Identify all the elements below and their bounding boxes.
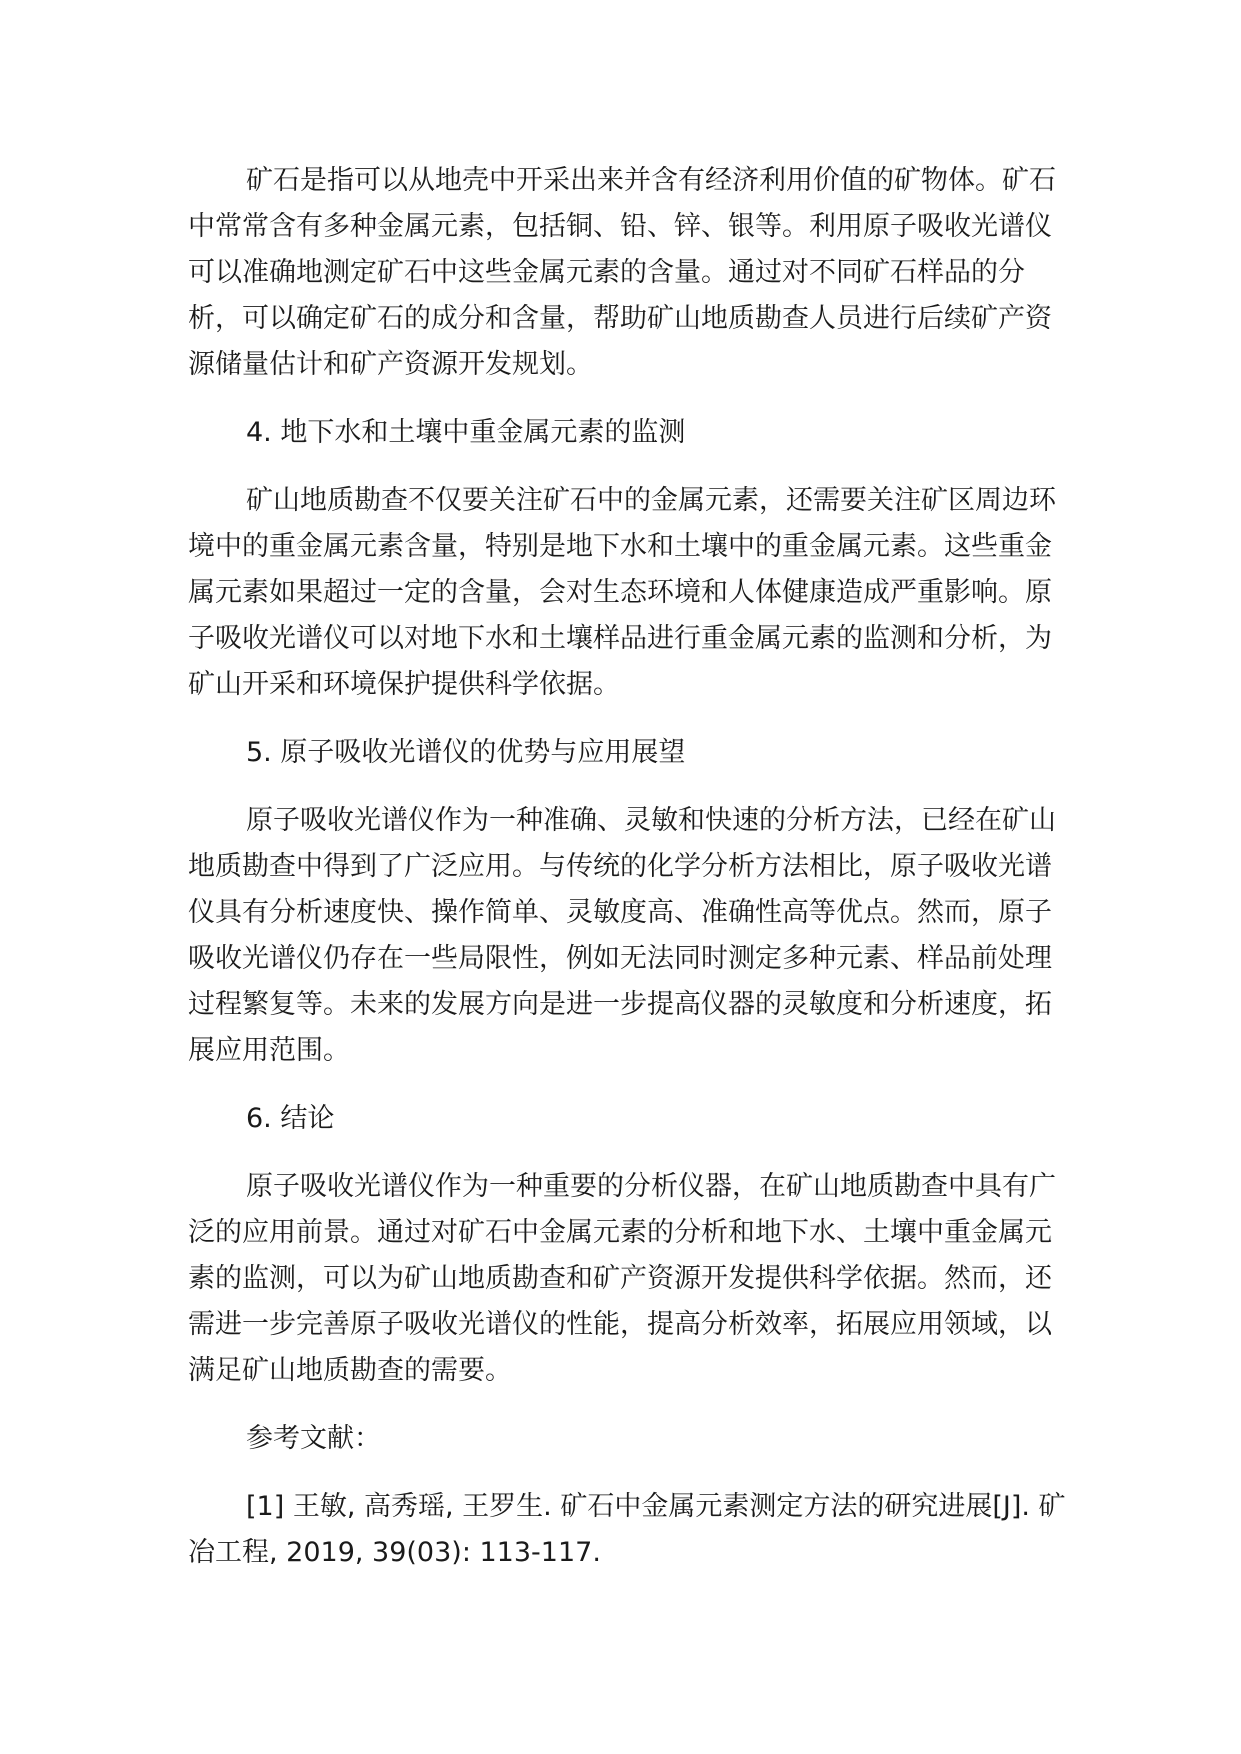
section-heading-5: 5. 原子吸收光谱仪的优势与应用展望 <box>246 737 686 768</box>
paragraph-ore-metal-analysis: 矿石是指可以从地壳中开采出来并含有经济利用价值的矿物体。矿石中常常含有多种金属元素，包括铜、铅、锌、银等。利用原子吸收光谱仪可以准确地测定矿石中这些金属元素的含量。通过对不同矿石样品的分析，可以确定矿石的成分和含量，帮助矿山地质勘查人员进行后续矿产资源储量估计和矿产资源开发规划。 <box>188 165 1056 380</box>
section-heading-4: 4. 地下水和土壤中重金属元素的监测 <box>246 417 686 448</box>
document-page <box>188 158 1078 1576</box>
references-heading: 参考文献： <box>246 1423 381 1454</box>
reference-item-1: [1] 王敏, 高秀瑶, 王罗生. 矿石中金属元素测定方法的研究进展[J]. 矿冶工程, 2019, 39(03): 113-117. <box>188 1491 1066 1568</box>
paragraph-advantages-outlook: 原子吸收光谱仪作为一种准确、灵敏和快速的分析方法，已经在矿山地质勘查中得到了广泛应用。与传统的化学分析方法相比，原子吸收光谱仪具有分析速度快、操作简单、灵敏度高、准确性高等优点。然而，原子吸收光谱仪仍存在一些局限性，例如无法同时测定多种元素、样品前处理过程繁复等。未来的发展方向是进一步提高仪器的灵敏度和分析速度，拓展应用范围。 <box>188 805 1056 1066</box>
paragraph-heavy-metal-monitoring: 矿山地质勘查不仅要关注矿石中的金属元素，还需要关注矿区周边环境中的重金属元素含量，特别是地下水和土壤中的重金属元素。这些重金属元素如果超过一定的含量，会对生态环境和人体健康造成严重影响。原子吸收光谱仪可以对地下水和土壤样品进行重金属元素的监测和分析，为矿山开采和环境保护提供科学依据。 <box>188 485 1056 700</box>
paragraph-conclusion: 原子吸收光谱仪作为一种重要的分析仪器，在矿山地质勘查中具有广泛的应用前景。通过对矿石中金属元素的分析和地下水、土壤中重金属元素的监测，可以为矿山地质勘查和矿产资源开发提供科学依据。然而，还需进一步完善原子吸收光谱仪的性能，提高分析效率，拓展应用领域，以满足矿山地质勘查的需要。 <box>188 1171 1056 1386</box>
section-heading-6: 6. 结论 <box>246 1103 335 1134</box>
